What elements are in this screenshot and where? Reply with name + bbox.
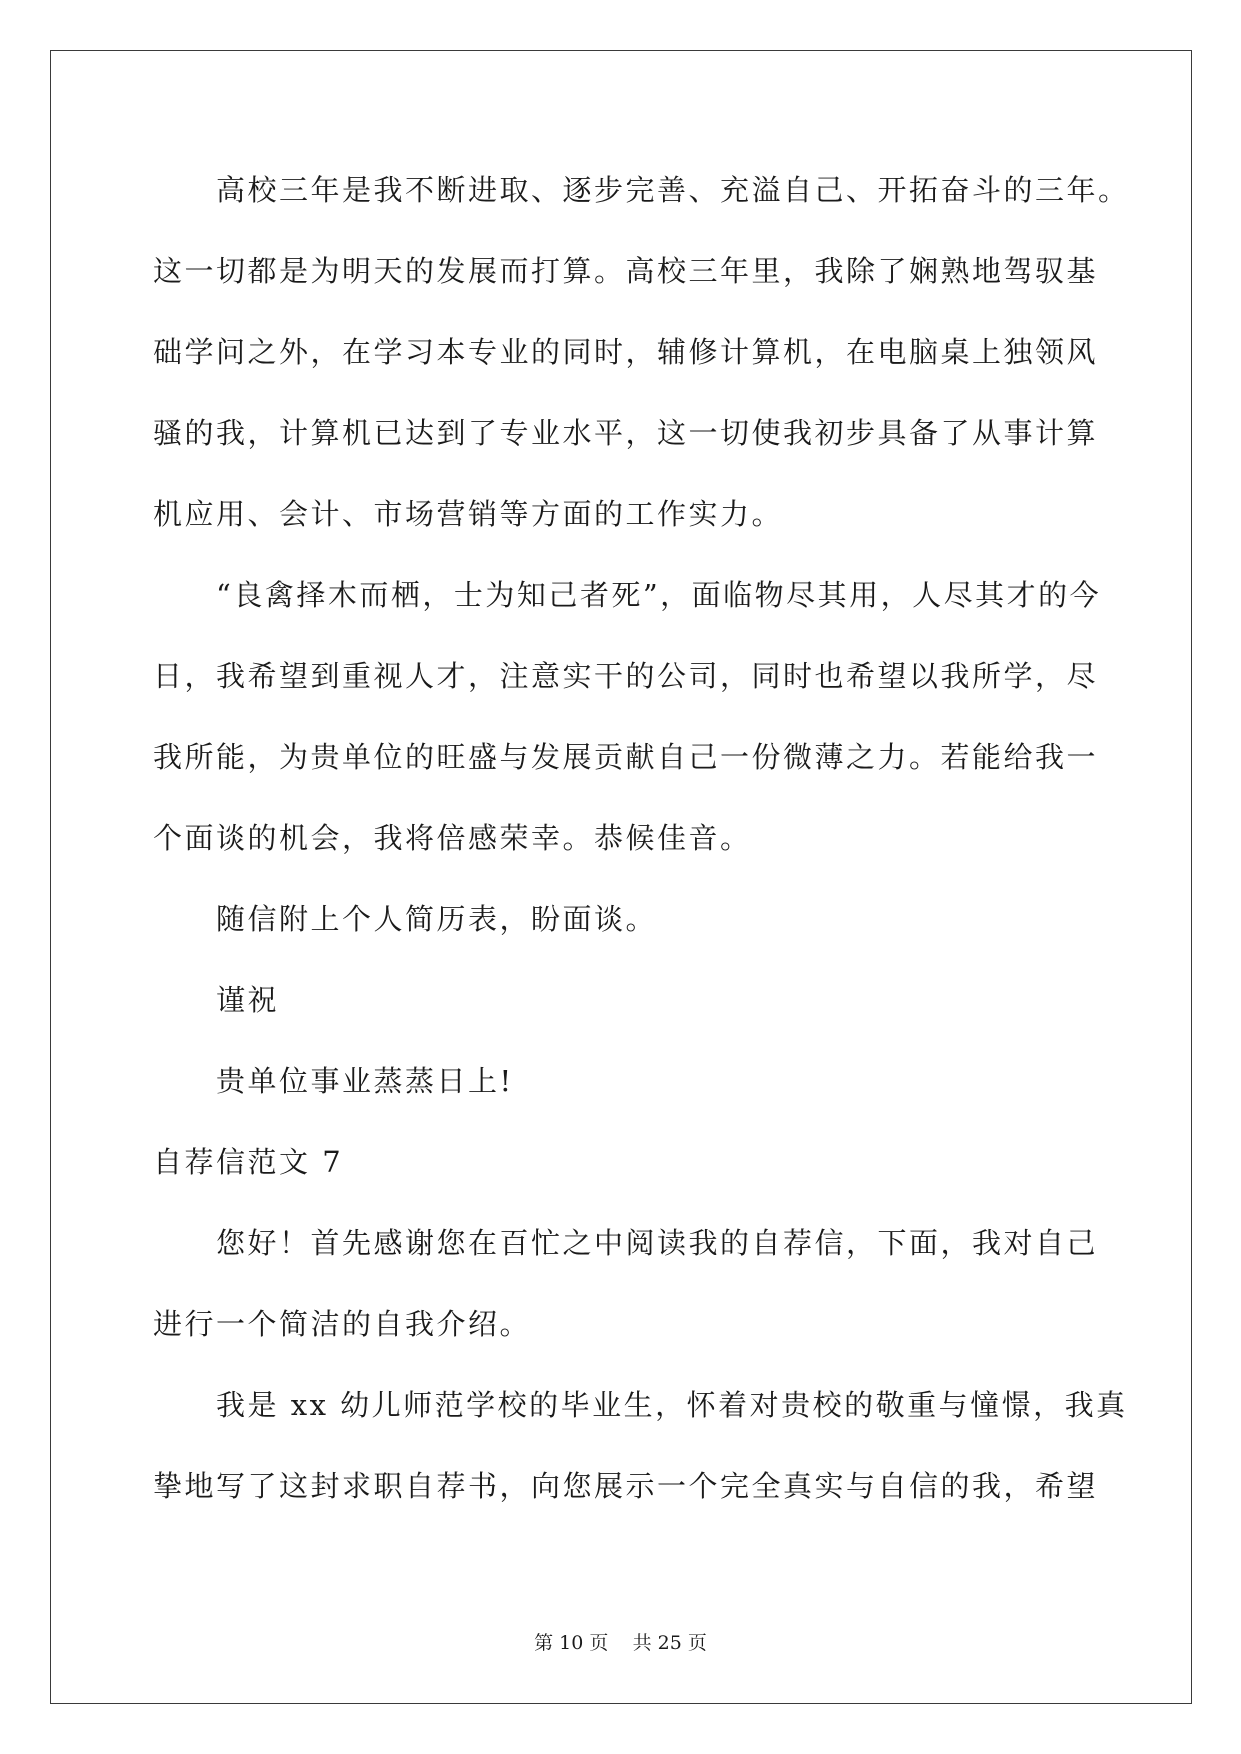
text-line: 骚的我，计算机已达到了专业水平，这一切使我初步具备了从事计算: [153, 416, 1099, 450]
text-line: 您好！首先感谢您在百忙之中阅读我的自荐信，下面，我对自己: [216, 1226, 1099, 1260]
text-line: 高校三年是我不断进取、逐步完善、充溢自己、开拓奋斗的三年。: [216, 173, 1130, 207]
text-line: 日，我希望到重视人才，注意实干的公司，同时也希望以我所学，尽: [153, 659, 1099, 693]
text-line: 我是 xx 幼儿师范学校的毕业生，怀着对贵校的敬重与憧憬，我真: [216, 1388, 1128, 1422]
text-line: 这一切都是为明天的发展而打算。高校三年里，我除了娴熟地驾驭基: [153, 254, 1099, 288]
text-line: 随信附上个人简历表，盼面谈。: [216, 902, 658, 936]
text-line: 础学问之外，在学习本专业的同时，辅修计算机，在电脑桌上独领风: [153, 335, 1099, 369]
text-line: 机应用、会计、市场营销等方面的工作实力。: [153, 497, 784, 531]
text-line: 我所能，为贵单位的旺盛与发展贡献自己一份微薄之力。若能给我一: [153, 740, 1099, 774]
page-number: 第 10 页: [534, 1632, 609, 1654]
closing-salutation: 谨祝: [216, 983, 280, 1017]
text-line: 挚地写了这封求职自荐书，向您展示一个完全真实与自信的我，希望: [153, 1469, 1099, 1503]
page-footer: [0, 1628, 1241, 1655]
closing-wish: 贵单位事业蒸蒸日上!: [216, 1064, 514, 1098]
text-line: “良禽择木而栖，士为知己者死”，面临物尽其用，人尽其才的今: [216, 578, 1102, 612]
document-body: [153, 150, 1130, 1527]
page-total: 共 25 页: [632, 1632, 707, 1654]
text-line: 进行一个简洁的自我介绍。: [153, 1307, 532, 1341]
section-heading: 自荐信范文 7: [153, 1145, 344, 1179]
text-line: 个面谈的机会，我将倍感荣幸。恭候佳音。: [153, 821, 752, 855]
